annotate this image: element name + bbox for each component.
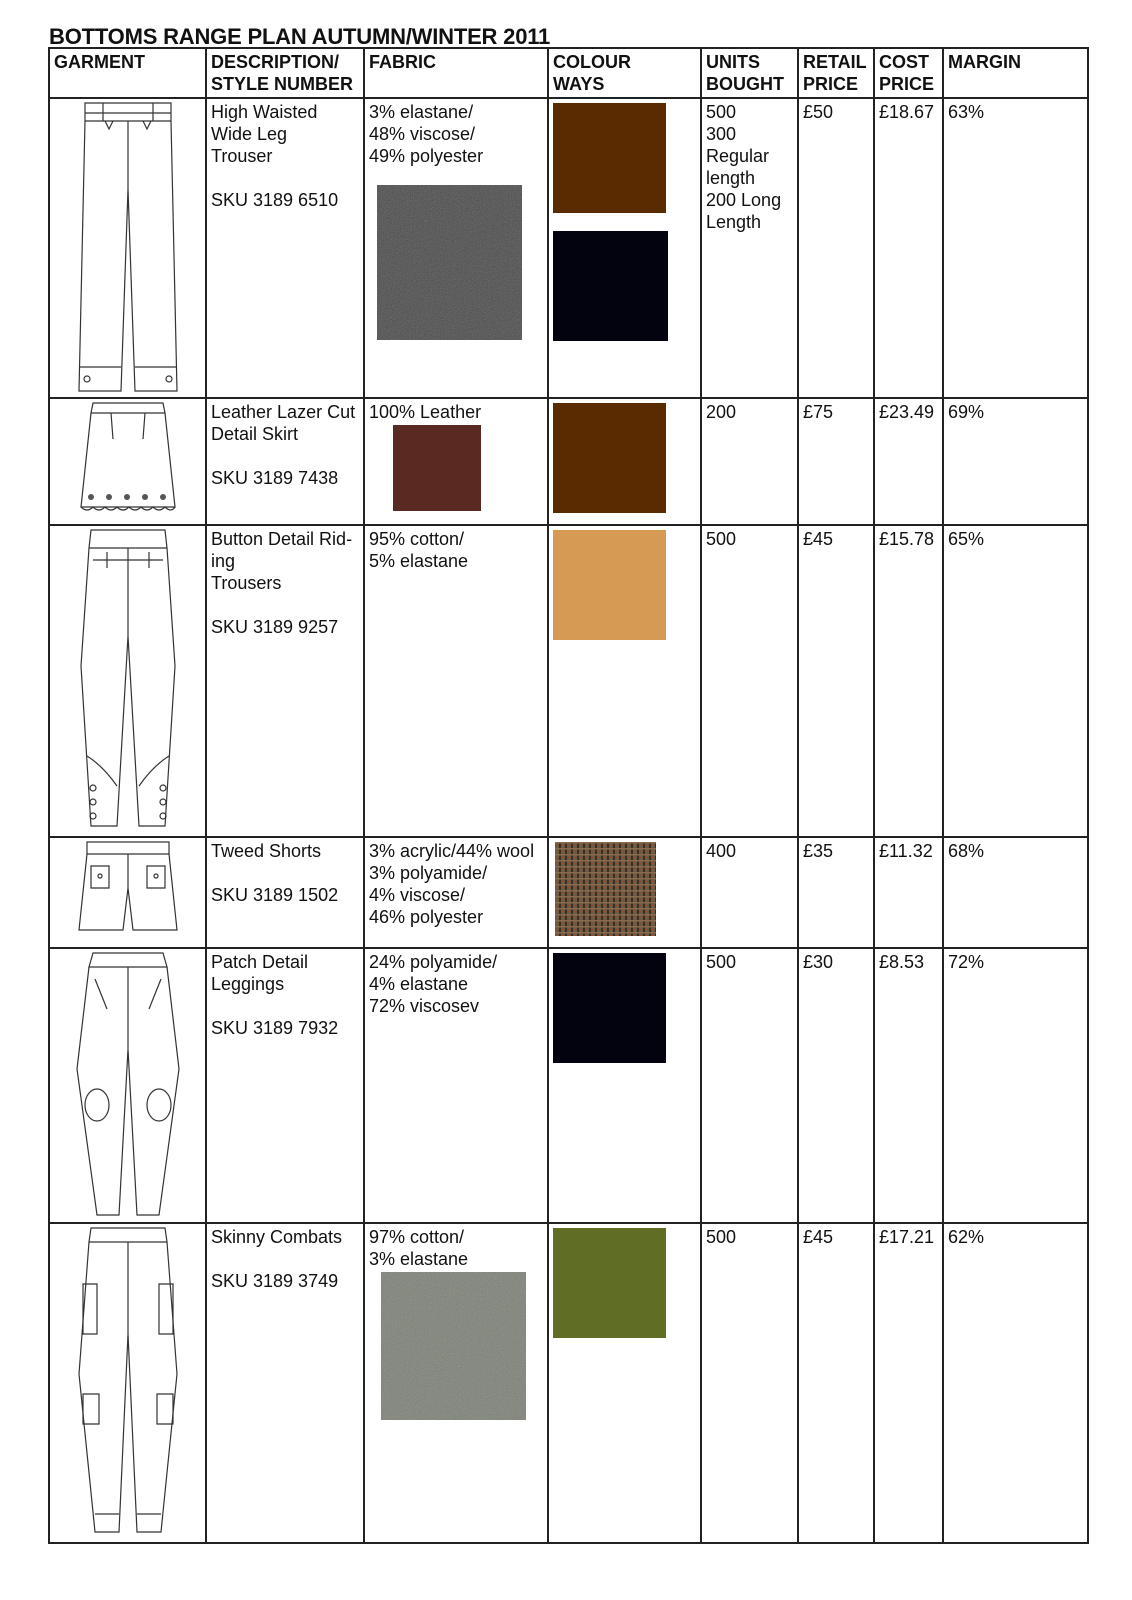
fabric-cell: 3% acrylic/44% wool 3% polyamide/ 4% viscose/ 46% polyester: [364, 837, 548, 948]
colour-swatches: [553, 953, 673, 1065]
units-cell: 500: [701, 525, 798, 837]
table-row: [49, 398, 1088, 525]
description-cell: High Waisted Wide Leg Trouser SKU 3189 6510: [206, 98, 364, 398]
description-cell: Tweed Shorts SKU 3189 1502: [206, 837, 364, 948]
colour-swatches: [553, 842, 673, 938]
retail-cell: £35: [798, 837, 874, 948]
colour-swatch-brown: [553, 103, 666, 213]
table-row: [49, 98, 1088, 398]
header-units: UNITS BOUGHT: [701, 48, 798, 98]
leggings-icon: [73, 949, 183, 1220]
table-row: [49, 525, 1088, 837]
retail-cell: £30: [798, 948, 874, 1223]
garment-cell: [49, 1223, 206, 1543]
fabric-text: 3% elastane/ 48% viscose/ 49% polyester: [369, 102, 484, 166]
margin-cell: 63%: [943, 98, 1088, 398]
description-cell: Button Detail Rid- ing Trousers SKU 3189 9257: [206, 525, 364, 837]
garment-cell: [49, 525, 206, 837]
margin-cell: 65%: [943, 525, 1088, 837]
garment-cell: [49, 398, 206, 525]
units-cell: 500 300 Regular length 200 Long Length: [701, 98, 798, 398]
cost-cell: £8.53: [874, 948, 943, 1223]
shorts-icon: [73, 838, 183, 935]
fabric-swatch: [381, 1272, 531, 1424]
description-cell: Skinny Combats SKU 3189 3749: [206, 1223, 364, 1543]
colour-swatch-black: [553, 231, 668, 341]
retail-cell: £45: [798, 1223, 874, 1543]
header-fabric: FABRIC: [364, 48, 548, 98]
units-cell: 500: [701, 1223, 798, 1543]
fabric-swatch: [393, 425, 483, 513]
margin-cell: 69%: [943, 398, 1088, 525]
header-row: [49, 48, 1088, 98]
wide-leg-trouser-icon: [73, 99, 183, 395]
colour-swatches: [553, 530, 673, 642]
units-cell: 500: [701, 948, 798, 1223]
colourway-cell: [548, 1223, 701, 1543]
cost-cell: £18.67: [874, 98, 943, 398]
header-cost: COST PRICE: [874, 48, 943, 98]
margin-cell: 62%: [943, 1223, 1088, 1543]
units-cell: 400: [701, 837, 798, 948]
page-title: BOTTOMS RANGE PLAN AUTUMN/WINTER 2011: [49, 24, 551, 49]
colourway-cell: [548, 98, 701, 398]
table-row: [49, 948, 1088, 1223]
fabric-text: 97% cotton/ 3% elastane: [369, 1227, 469, 1269]
colour-swatches: [553, 103, 673, 345]
fabric-cell: 24% polyamide/ 4% elastane 72% viscosev: [364, 948, 548, 1223]
colourway-cell: [548, 398, 701, 525]
range-plan-table: [48, 47, 1089, 1544]
retail-cell: £75: [798, 398, 874, 525]
colourway-cell: [548, 525, 701, 837]
colour-swatch-green: [553, 1228, 666, 1338]
retail-cell: £50: [798, 98, 874, 398]
retail-cell: £45: [798, 525, 874, 837]
skirt-icon: [73, 399, 183, 516]
fabric-cell: [364, 398, 548, 525]
margin-cell: 68%: [943, 837, 1088, 948]
header-garment: GARMENT: [49, 48, 206, 98]
description-cell: Leather Lazer Cut Detail Skirt SKU 3189 7438: [206, 398, 364, 525]
colour-swatch-black: [553, 953, 666, 1063]
units-cell: 200: [701, 398, 798, 525]
garment-cell: [49, 98, 206, 398]
cost-cell: £23.49: [874, 398, 943, 525]
header-retail: RETAIL PRICE: [798, 48, 874, 98]
colour-swatch-tan: [553, 530, 666, 640]
colour-swatch-tweed: [555, 842, 656, 936]
cost-cell: £17.21: [874, 1223, 943, 1543]
fabric-cell: 95% cotton/ 5% elastane: [364, 525, 548, 837]
fabric-cell: [364, 98, 548, 398]
header-description: DESCRIPTION/ STYLE NUMBER: [206, 48, 364, 98]
colourway-cell: [548, 948, 701, 1223]
colour-swatches: [553, 1228, 673, 1340]
fabric-swatch: [377, 185, 527, 345]
header-margin: MARGIN: [943, 48, 1088, 98]
garment-cell: [49, 948, 206, 1223]
header-colourways: COLOUR WAYS: [548, 48, 701, 98]
riding-trouser-icon: [73, 526, 183, 834]
colour-swatches: [553, 403, 673, 515]
margin-cell: 72%: [943, 948, 1088, 1223]
description-cell: Patch Detail Leggings SKU 3189 7932: [206, 948, 364, 1223]
table-row: [49, 837, 1088, 948]
garment-cell: [49, 837, 206, 948]
table-row: [49, 1223, 1088, 1543]
cost-cell: £15.78: [874, 525, 943, 837]
colour-swatch-brown: [553, 403, 666, 513]
colourway-cell: [548, 837, 701, 948]
fabric-cell: [364, 1223, 548, 1543]
fabric-text: 100% Leather: [369, 402, 482, 422]
combat-trouser-icon: [73, 1224, 183, 1538]
cost-cell: £11.32: [874, 837, 943, 948]
